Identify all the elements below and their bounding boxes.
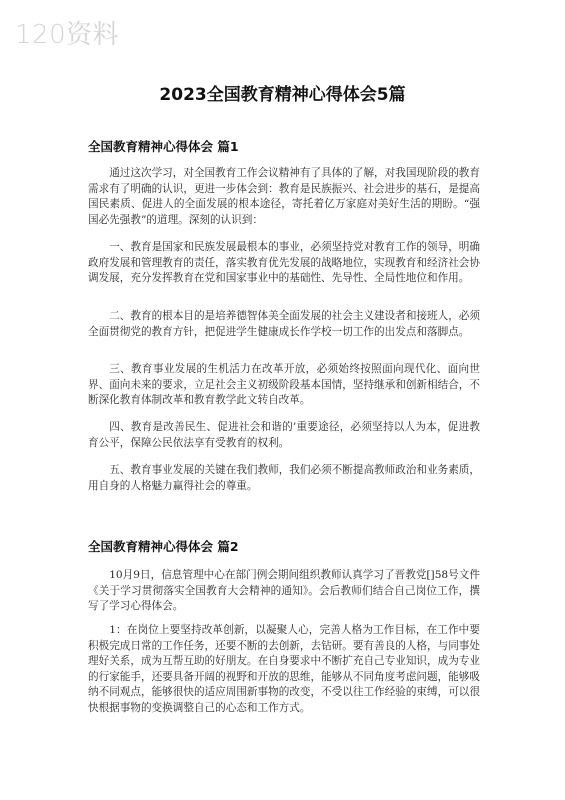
paragraph: 二、教育的根本目的是培养德智体美全面发展的社会主义建设者和接班人，必须全面贯彻党的教育方针，把促进学生健康成长作学校一切工作的出发点和落脚点。 (88, 310, 480, 338)
paragraph: 一、教育是国家和民族发展最根本的事业，必须坚持党对教育工作的领导，明确政府发展和管理教育的责任，落实教育优先发展的战略地位，实现教育和经济社会协调发展，充分发挥教育在党和国家事业中的基础性、先导性、全局性地位和作用。 (88, 241, 480, 285)
watermark-logo: 120资料 (15, 20, 120, 50)
paragraph: 五、教育事业发展的关键在我们教师，我们必须不断提高教师政治和业务素质，用自身的人格魅力赢得社会的尊重。 (88, 464, 480, 492)
paragraph: 通过这次学习，对全国教育工作会议精神有了具体的了解，对我国现阶段的教育需求有了明确的认识，更进一步体会到：教育是民族振兴、社会进步的基石，是提高国民素质、促进人的全面发展的根本途径，寄托着亿万家庭对美好生活的期盼。“强国必先强教”的道理。深刻的认识到： (88, 167, 480, 226)
paragraph: 10月9日，信息管理中心在部门例会期间组织教师认真学习了晋教党[]58号文件《关于学习贯彻落实全国教育大会精神的通知》。会后教师们结合自己岗位工作，撰写了学习心得体会。 (88, 569, 480, 613)
section-heading-1: 全国教育精神心得体会 篇1 (88, 139, 239, 154)
paragraph: 三、教育事业发展的生机活力在改革开放，必须始终按照面向现代化、面向世界、面向未来的要求，立足社会主义初级阶段基本国情，坚持继承和创新相结合，不断深化教育体制改革和教育教学此文转自改革。 (88, 363, 480, 407)
paragraph: 四、教育是改善民生、促进社会和谐的’重要途径，必须坚持以人为本，促进教育公平，保障公民依法享有受教育的权利。 (88, 421, 480, 449)
section-heading-2: 全国教育精神心得体会 篇2 (88, 539, 239, 554)
paragraph: 1：在岗位上要坚持改革创新，以凝聚人心，完善人格为工作目标，在工作中要积极完成日常的工作任务，还要不断的去创新，去钻研。要有善良的人格，与同事处理好关系，成为互帮互助的好朋友。在自身要求中不断扩充自己专业知识，成为专业的行家能手，还要具备开阔的视野和开放的思维，能够从不同角度考虑问题，能够吸纳不同观点，能够很快的适应周围新事物的改变，不受以往工作经验的束缚，可以很快根据事物的变换调整自己的心态和工作方式。 (88, 624, 480, 714)
document-title: 2023全国教育精神心得体会5篇 (159, 85, 406, 105)
